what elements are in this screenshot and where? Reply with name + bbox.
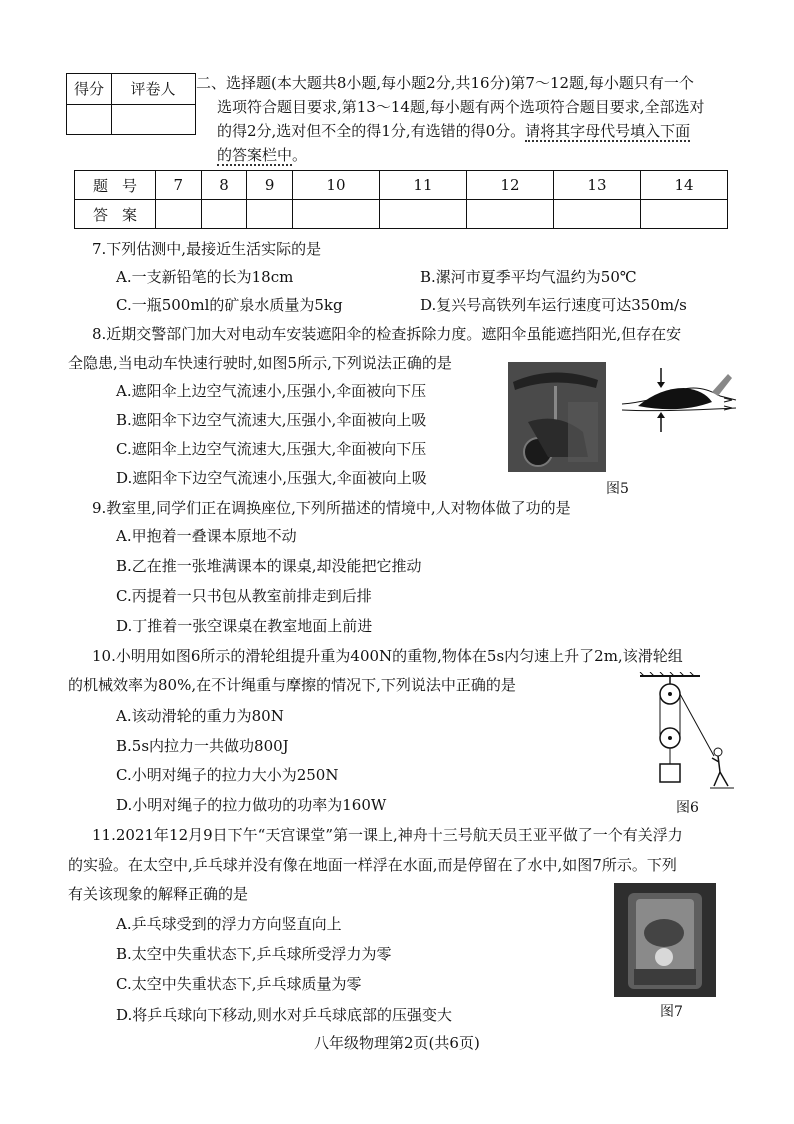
table-cell: 7 <box>156 171 202 200</box>
table-cell: 10 <box>292 171 379 200</box>
q10-stem-line1: 10.小明用如图6所示的滑轮组提升重为400N的重物,物体在5s内匀速上升了2m,该滑轮组 <box>92 647 683 665</box>
q10-option-c: C.小明对绳子的拉力大小为250N <box>116 766 339 784</box>
q8-option-c: C.遮阳伞上边空气流速大,压强大,伞面被向下压 <box>116 440 427 458</box>
q10-option-b: B.5s内拉力一共做功800J <box>116 737 289 755</box>
answer-cell[interactable] <box>466 200 553 229</box>
q9-option-d: D.丁推着一张空课桌在教室地面上前进 <box>116 617 373 635</box>
table-cell: 13 <box>553 171 640 200</box>
q10-option-d: D.小明对绳子的拉力做功的功率为160W <box>116 796 387 814</box>
answer-cell[interactable] <box>292 200 379 229</box>
q8-option-d: D.遮阳伞下边空气流速小,压强大,伞面被向上吸 <box>116 469 427 487</box>
section2-line4: 的答案栏中。 <box>217 146 308 164</box>
scooter-umbrella-photo <box>508 362 606 472</box>
q9-option-c: C.丙提着一只书包从教室前排走到后排 <box>116 587 372 605</box>
q11-option-c: C.太空中失重状态下,乒乓球质量为零 <box>116 975 362 993</box>
q11-stem-line1: 11.2021年12月9日下午“天宫课堂”第一课上,神舟十三号航天员王亚平做了一个有关浮力 <box>92 826 683 844</box>
fig7-caption: 图7 <box>660 1004 683 1020</box>
score-box <box>66 73 196 135</box>
table-row <box>75 171 728 200</box>
q9-option-a: A.甲抱着一叠课本原地不动 <box>116 527 297 545</box>
q11-stem-line2: 的实验。在太空中,乒乓球并没有像在地面一样浮在水面,而是停留在了水中,如图7所示。下列 <box>68 856 677 874</box>
q11-option-a: A.乒乓球受到的浮力方向竖直向上 <box>116 915 342 933</box>
pulley-system-diagram <box>630 672 740 792</box>
answer-cell[interactable] <box>201 200 247 229</box>
table-cell: 8 <box>201 171 247 200</box>
table-cell: 9 <box>247 171 293 200</box>
q8-stem-line2: 全隐患,当电动车快速行驶时,如图5所示,下列说法正确的是 <box>68 354 452 372</box>
score-label: 得分 <box>73 80 104 98</box>
answer-cell[interactable] <box>379 200 466 229</box>
q7-option-a: A.一支新铅笔的长为18cm <box>116 268 294 286</box>
table-row <box>75 200 728 229</box>
grader-label: 评卷人 <box>130 80 176 98</box>
answer-cell[interactable] <box>640 200 727 229</box>
page-footer: 八年级物理第2页(共6页) <box>314 1034 480 1052</box>
fig5-caption: 图5 <box>606 481 629 497</box>
section2-line2: 选项符合题目要求,第13～14题,每小题有两个选项符合题目要求,全部选对 <box>217 98 705 116</box>
section2-line3: 的得2分,选对但不全的得1分,有选错的得0分。请将其字母代号填入下面 <box>217 122 691 140</box>
q8-option-a: A.遮阳伞上边空气流速小,压强小,伞面被向下压 <box>116 382 427 400</box>
q8-stem-line1: 8.近期交警部门加大对电动车安装遮阳伞的检查拆除力度。遮阳伞虽能遮挡阳光,但存在安 <box>92 325 682 343</box>
q7-option-c: C.一瓶500ml的矿泉水质量为5kg <box>116 296 343 314</box>
answer-table <box>74 170 728 229</box>
q11-option-d: D.将乒乓球向下移动,则水对乒乓球底部的压强变大 <box>116 1006 453 1024</box>
answer-cell[interactable] <box>247 200 293 229</box>
table-cell: 11 <box>379 171 466 200</box>
q7-stem: 7.下列估测中,最接近生活实际的是 <box>92 240 322 258</box>
airflow-umbrella-diagram <box>620 362 740 442</box>
answer-header: 答案 <box>75 200 156 229</box>
q11-stem-line3: 有关该现象的解释正确的是 <box>68 885 249 903</box>
q9-stem: 9.教室里,同学们正在调换座位,下列所描述的情境中,人对物体做了功的是 <box>92 499 571 517</box>
table-cell: 12 <box>466 171 553 200</box>
q7-option-b: B.漯河市夏季平均气温约为50℃ <box>420 268 637 286</box>
q9-option-b: B.乙在推一张堆满课本的课桌,却没能把它推动 <box>116 557 422 575</box>
answer-cell[interactable] <box>553 200 640 229</box>
q7-option-d: D.复兴号高铁列车运行速度可达350m/s <box>420 296 687 314</box>
section2-line1: 二、选择题(本大题共8小题,每小题2分,共16分)第7～12题,每小题只有一个 <box>196 74 694 92</box>
q10-stem-line2: 的机械效率为80%,在不计绳重与摩擦的情况下,下列说法中正确的是 <box>68 676 516 694</box>
q11-option-b: B.太空中失重状态下,乒乓球所受浮力为零 <box>116 945 392 963</box>
q8-option-b: B.遮阳伞下边空气流速大,压强小,伞面被向上吸 <box>116 411 427 429</box>
table-cell: 14 <box>640 171 727 200</box>
answer-cell[interactable] <box>156 200 202 229</box>
q10-option-a: A.该动滑轮的重力为80N <box>116 707 284 725</box>
fig6-caption: 图6 <box>676 800 699 816</box>
ping-pong-water-photo <box>614 883 716 997</box>
question-number-header: 题号 <box>75 171 156 200</box>
